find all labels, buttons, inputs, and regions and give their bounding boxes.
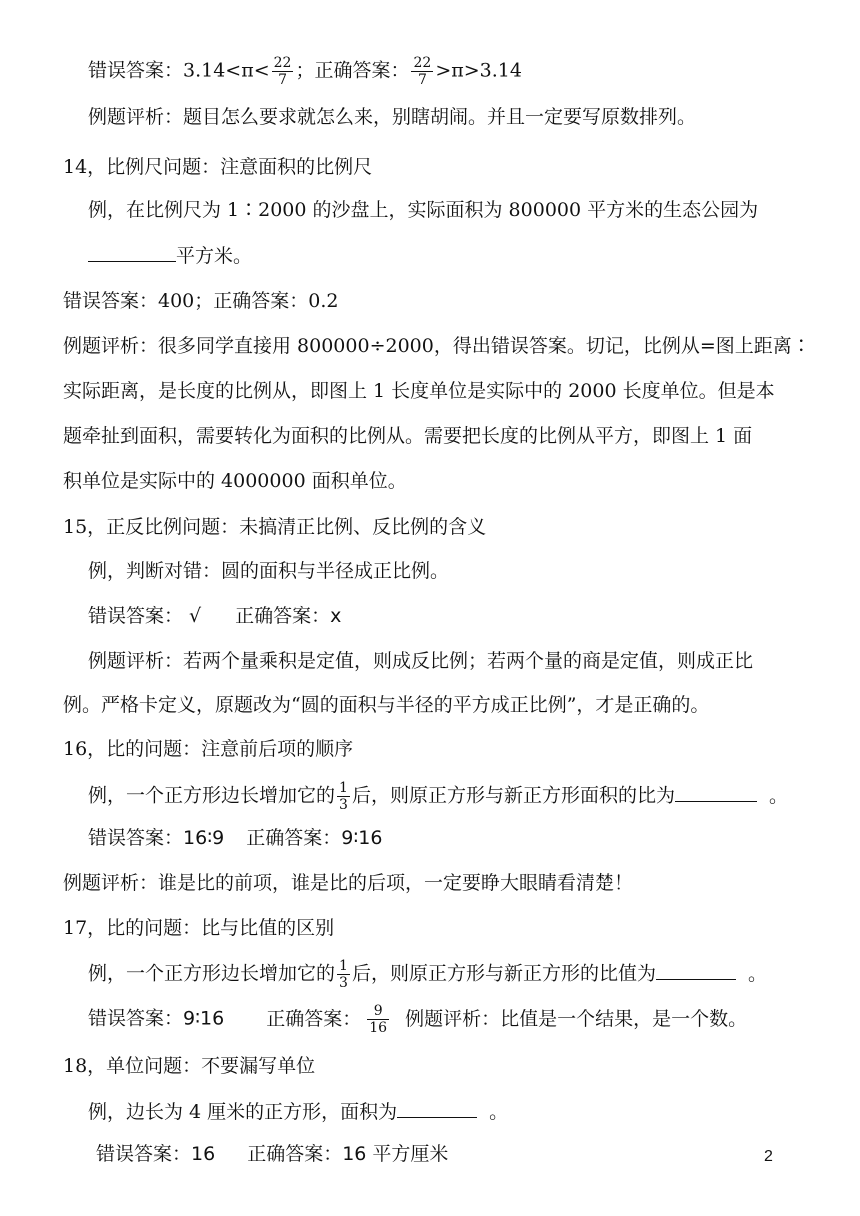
wrong-answer-label: 错误答案： [88,827,184,849]
answer-blank[interactable] [88,241,176,262]
section-title-14: 14，比例尺问题：注意面积的比例尺 [63,156,373,178]
fraction-9-16 [367,1003,389,1036]
text: 后，则原正方形与新正方形面积的比为 [351,784,675,807]
numerator: 1 [339,958,348,974]
right-answer-label: 正确答案： [247,1143,343,1165]
wrong-answer-label: 错误答案： [88,605,184,627]
fraction-22-7 [272,55,294,88]
text: 后，则原正方形与新正方形的比值为 [351,962,656,985]
wrong-answer-value: 16 [191,1143,216,1165]
fraction-1-3 [337,780,350,813]
page-number: 2 [764,1148,773,1165]
answer-line [88,1003,747,1036]
fraction-22-7 [411,55,433,88]
wrong-answer-value: √ [189,605,202,627]
text: 平方米。 [176,245,253,267]
right-answer-value: x [330,605,342,627]
denominator: 7 [417,72,427,88]
answer-line [88,825,382,851]
right-answer-label: 正确答案： [266,1007,362,1030]
denominator: 3 [339,975,348,991]
wrong-answer-label: 错误答案： [88,1007,184,1030]
example-line [88,780,788,813]
right-answer-label: 正确答案： [235,605,331,627]
review-line: 例题评析：谁是比的前项，谁是比的后项，一定要睁大眼睛看清楚！ [63,872,634,894]
section-title-17: 17，比的问题：比与比值的区别 [63,917,335,939]
review-line: 例题评析：若两个量乘积是定值，则成反比例；若两个量的商是定值，则成正比 [88,650,754,672]
text: 例，一个正方形边长增加它的 [88,962,336,985]
section-title-15: 15，正反比例问题：未搞清正比例、反比例的含义 [63,516,487,538]
fraction-1-3 [337,958,350,991]
section-title-18: 18，单位问题：不要漏写单位 [63,1055,316,1077]
right-answer-value: 9∶16 [341,827,383,849]
review-line: 积单位是实际中的 4000000 面积单位。 [63,470,407,492]
right-answer-label: 正确答案： [246,827,342,849]
answer-blank[interactable] [656,959,736,980]
answer-blank[interactable] [675,781,757,802]
text: 。 [747,962,767,985]
answer-blank[interactable] [397,1097,477,1118]
answer-line [88,603,341,629]
review-line: 实际距离，是长度的比例从，即图上 1 长度单位是实际中的 2000 长度单位。但是本 [63,380,775,402]
text: 例，一个正方形边长增加它的 [88,784,336,807]
line-wrong-right-answer-pi [88,55,522,88]
text: ；正确答案： [295,59,410,82]
text: >π>3.14 [435,59,522,82]
example-line: 例，判断对错：圆的面积与半径成正比例。 [88,560,450,582]
wrong-answer-value: 9∶16 [183,1007,225,1030]
numerator: 1 [339,780,348,796]
review-text: 例题评析：比值是一个结果，是一个数。 [405,1007,748,1030]
example-line: 例，在比例尺为 1∶2000 的沙盘上，实际面积为 800000 平方米的生态公园为 [88,199,759,221]
numerator: 9 [367,1003,389,1020]
section-title-16: 16，比的问题：注意前后项的顺序 [63,738,354,760]
answer-line [96,1141,448,1167]
denominator: 3 [339,797,348,813]
text: 。 [768,784,788,807]
review-line: 题牵扯到面积，需要转化为面积的比例从。需要把长度的比例从平方，即图上 1 面 [63,425,753,447]
text: 。 [489,1101,509,1123]
numerator: 22 [273,55,292,71]
text: 错误答案：3.14<π< [88,59,270,82]
example-line [88,958,767,991]
wrong-answer-label: 错误答案： [96,1143,192,1165]
example-line-2 [88,241,252,269]
denominator: 16 [369,1020,388,1036]
text: 例，边长为 4 厘米的正方形，面积为 [88,1101,398,1123]
denominator: 7 [278,72,288,88]
review-line: 例。严格卡定义，原题改为“圆的面积与半径的平方成正比例”，才是正确的。 [63,694,710,716]
review-line: 例题评析：题目怎么要求就怎么来，别瞎胡闹。并且一定要写原数排列。 [88,106,697,128]
wrong-answer-value: 16∶9 [183,827,225,849]
right-answer-value: 16 平方厘米 [342,1143,449,1165]
answer-line: 错误答案：400；正确答案：0.2 [63,290,339,312]
example-line [88,1097,508,1125]
review-line: 例题评析：很多同学直接用 800000÷2000，得出错误答案。切记，比例从=图上距离∶ [63,335,811,357]
numerator: 22 [413,55,432,71]
